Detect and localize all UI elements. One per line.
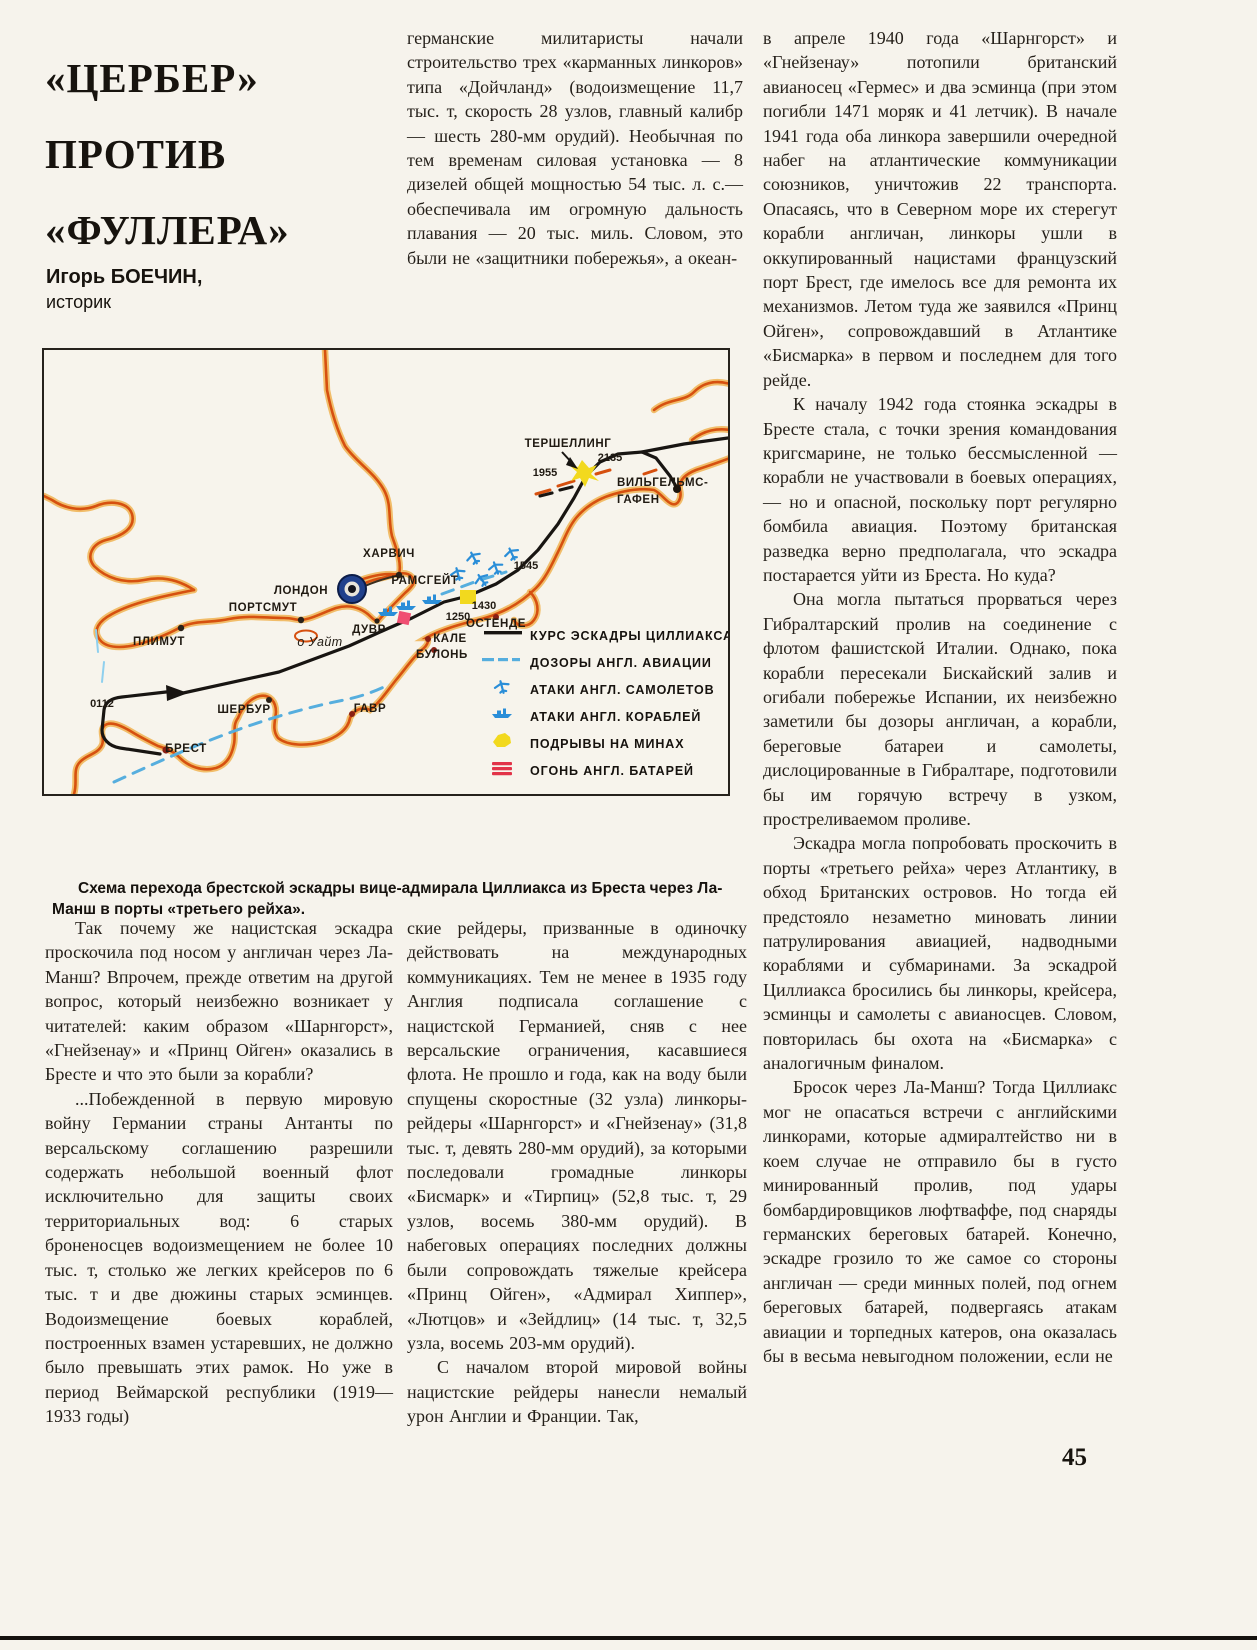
map-figure [42,348,730,796]
paragraph: в апреле 1940 года «Шарнгорст» и «Гнейзенау» потопили британский авианосец «Гермес» и два эсминца (при этом погибли 1471 моряк и 41 летчик). В начале 1941 года оба линкора завершили очередной набег на атлантические коммуникации союзников, уничтожив 22 транспорта. Опасаясь, что в Северном море их стерегут корабли англичан, линкоры ушли в оккупированный нацистами французский порт Брест, где имелось все для ремонта их механизмов. Летом туда же заявился «Принц Ойген», сопровождавший в Атлантике «Бисмарка» в первом и последнем для того рейде. [763,28,1117,390]
paragraph: ские рейдеры, призванные в одиночку действовать на международных коммуникациях. Тем не менее в 1935 году Англия подписала соглашение с нацистской Германией, сняв с нее версальские ограничения, касавшиеся флота. Не прошло и года, как на воду были спущены скоростные (32 узла) линкоры-рейдеры «Шарнгорст» и «Гнейзенау» (31,8 тыс. т, девять 280-мм орудий), за которыми последовали громадные линкоры «Бисмарк» и «Тирпиц» (52,8 тыс. т, 29 узлов, восемь 380-мм орудий). В набеговых операциях последних должны были сопровождать тяжелые крейсера «Принц Ойген», «Адмирал Хиппер», «Лютцов» и «Зейдлиц» (14 тыс. т, 32,5 узла, восемь 203-мм орудий). [407,918,747,1353]
battery-fire-mark [397,611,411,625]
map-place-label: ПЛИМУТ [133,636,185,648]
map-place-label: ВИЛЬГЕЛЬМС- [617,477,709,489]
paragraph: К началу 1942 года стоянка эскадры в Бресте стала, с точки зрения командования кригсмарине, не только бессмысленной — корабли не участвовали в боевых операциях,— но и опасной, поскольку порт регулярно бомбила авиация. Поэтому британская разведка верно предполагала, что эскадра постарается уйти из Бреста. Но куда? [763,394,1117,585]
map-legend [482,629,728,778]
legend-battery-icon [492,762,512,775]
paragraph: Она могла пытаться прорваться через Гибралтарский пролив на соединение с флотом фашистской Италии. Однако, пока корабли пересекали Бискайский залив и огибали побережье Испании, их неизбежно заметили бы дозоры англичан, а корабли, береговые батареи и самолеты, дислоцированные в Гибралтаре, подготовили бы им горячую встречу в узком, простреливаемом проливе. [763,589,1117,829]
author-name: Игорь БОЕЧИН, [46,266,203,288]
legend-label-plane: АТАКИ АНГЛ. САМОЛЕТОВ [530,683,715,697]
legend-labels [530,629,728,778]
bottom-rule [0,1636,1257,1640]
legend-label-dashed-line: ДОЗОРЫ АНГЛ. АВИАЦИИ [530,656,712,670]
paragraph: германские милитаристы начали строительство трех «карманных линкоров» типа «Дойчланд» (водоизмещение 11,7 тыс. т, скорость 28 узлов, главный калибр — шесть 280-мм орудий). Необычная по тем временам силовая установка — 8 дизелей общей мощностью 54 тыс. л. с.— обеспечивала им огромную дальность плавания — 20 тыс. миль. Словом, это были не «защитники побережья», а океан- [407,28,743,268]
title-line-1: «ЦЕРБЕР» [45,55,259,101]
legend-plane-icon [494,679,511,694]
channel-map [44,350,728,794]
column-middle-top [407,26,743,270]
legend-mine-icon [493,733,511,747]
map-place-label: БРЕСТ [165,743,207,755]
map-place-label: КАЛЕ [433,633,467,645]
column-right [763,26,1117,1368]
map-place-label: ДУВР [352,624,386,636]
map-place-label: о Уайт [297,635,343,649]
author-block [46,266,202,313]
map-caption: Схема перехода брестской эскадры вице-адмирала Циллиакса из Бреста через Ла-Манш в порты «третьего рейха». [52,880,723,918]
map-place-label: ГАВР [353,703,387,715]
map-place-label: ЛОНДОН [273,585,329,597]
paragraph: Так почему же нацистская эскадра проскочила под носом у англичан через Ла-Манш? Впрочем, прежде ответим на другой вопрос, который неизбежно возникает у читателей: каким образом «Шарнгорст», «Гнейзенау» и «Принц Ойген» оказались в Бресте и что это были за корабли? [45,918,393,1085]
page-number: 45 [1062,1444,1087,1471]
coastline-glow [44,350,728,794]
map-place-label: ПОРТСМУТ [228,602,298,614]
legend-dashed-line-sample [482,658,520,661]
map-time-label: 1430 [471,600,497,612]
title-line-3: «ФУЛЛЕРА» [45,207,290,253]
map-place-label: БУЛОНЬ [416,649,468,661]
legend-label-mine: ПОДРЫВЫ НА МИНАХ [530,737,685,751]
map-place-label: ГАФЕН [617,494,660,506]
ship-attack-icons [378,595,442,617]
map-place-label: ХАРВИЧ [363,548,415,560]
map-place-label: ТЕРШЕЛЛИНГ [524,438,612,450]
map-time-label: 1955 [532,467,558,479]
route-arrowhead [166,685,188,701]
paragraph: Бросок через Ла-Манш? Тогда Циллиакс мог не опасаться встречи с английскими линкорами, которые адмиралтейство ни в коем случае не отправило бы в густо минированный пролив, под удары бомбардировщиков люфтваффе, под снаряды германских береговых батарей. Конечно, эскадре грозило то же самое со стороны англичан — среди минных полей, под огнем береговых батарей, подвергаясь атакам авиации и торпедных катеров, она оказалась бы в весьма невыгодном положении, если не [763,1077,1117,1366]
legend-route-line-sample [484,631,522,634]
author-role: историк [46,292,112,312]
map-time-label: 0112 [90,698,114,710]
london-marker [338,575,366,603]
paragraph: ...Побежденной в первую мировую войну Германии страны Антанты по версальскому соглашению разрешили содержать небольшой военный флот исключительно для защиты своих территориальных вод: 6 старых броненосцев водоизмещением не более 10 тыс. т, столько же легких крейсеров по 6 тыс. т и две дюжины старых эсминцев. Водоизмещение боевых кораблей, построенных взамен устаревших, не должно было превышать этих рамок. Но уже в период Веймарской республики (1919—1933 годы) [45,1088,393,1427]
legend-label-route-line: КУРС ЭСКАДРЫ ЦИЛЛИАКСА [530,629,728,643]
legend-label-ship: АТАКИ АНГЛ. КОРАБЛЕЙ [530,710,702,724]
map-time-label: 1250 [445,611,471,623]
article-title [45,40,385,268]
column-left-bottom [45,916,393,1429]
legend-ship-icon [492,709,512,719]
plane-attack-icons [450,546,521,589]
legend-label-battery: ОГОНЬ АНГЛ. БАТАРЕЙ [530,764,694,778]
map-place-label: ОСТЕНДЕ [465,618,527,630]
title-line-2: ПРОТИВ [45,131,227,177]
ship-icon [422,595,442,605]
column-middle-bottom [407,916,747,1429]
map-time-label: 2135 [597,452,623,464]
map-place-label: ШЕРБУР [217,704,271,716]
paragraph: С началом второй мировой войны нацистские рейдеры нанесли немалый урон Англии и Франции. Так, [407,1357,747,1427]
plane-icon [465,549,483,566]
map-time-label: 1545 [513,560,539,572]
map-place-label: РАМСГЕЙТ [391,575,459,587]
terschelling-arrow [562,452,578,469]
paragraph: Эскадра могла попробовать проскочить в порты «третьего рейха» через Атлантику, в обход Британских островов. Но тогда ей предстояло незаметно миновать линии патрулирования авиацией, надводными кораблями и субмаринами. За эскадрой Циллиакса бросились бы линкоры, крейсера, эсминцы и самолеты с авианосцев. Словом, повторилась бы охота на «Бисмарка» с аналогичным финалом. [763,833,1117,1074]
